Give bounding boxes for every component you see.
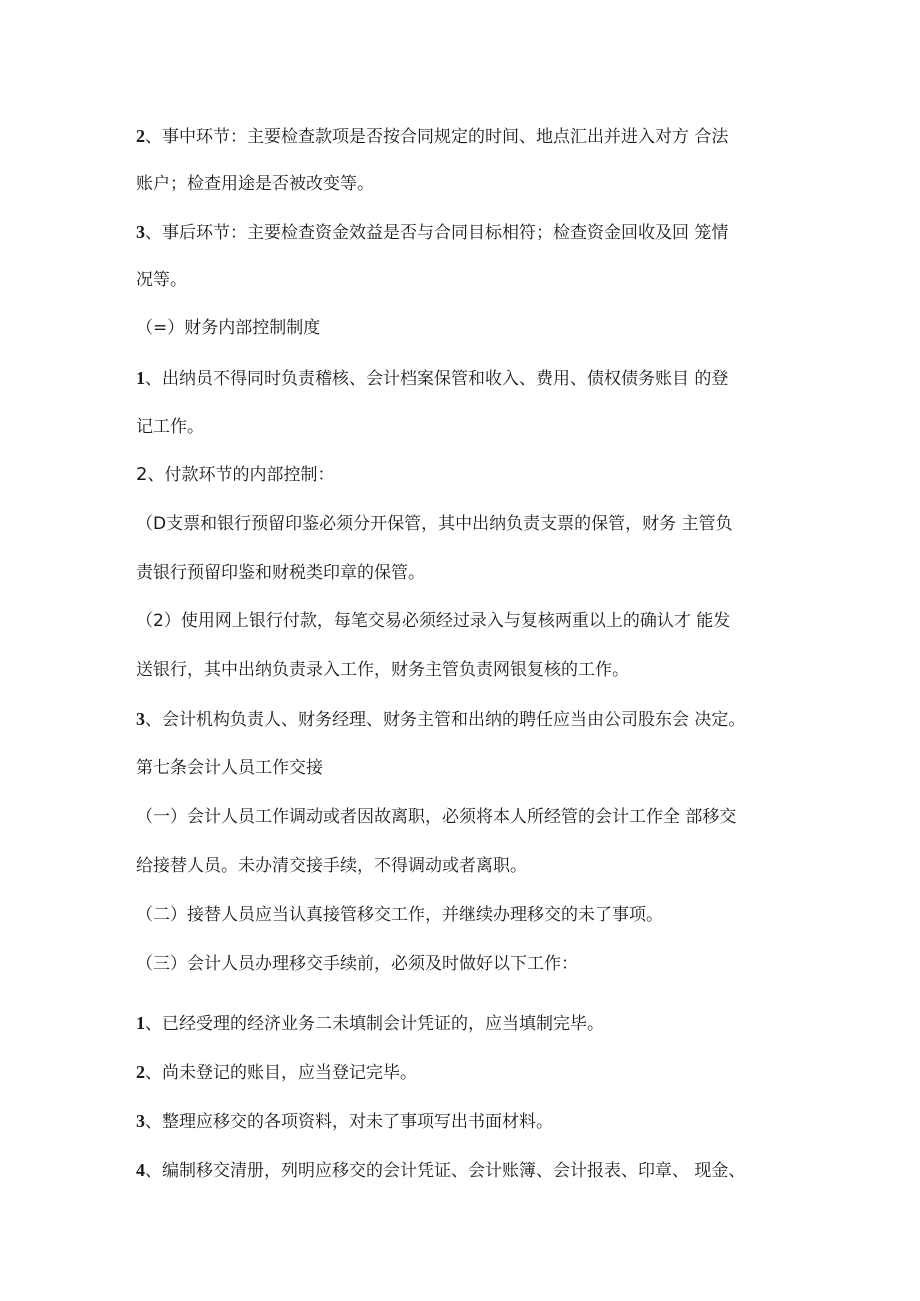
text-line: 1、出纳员不得同时负责稽核、会计档案保管和收入、费用、债权债务账目 的登 (136, 368, 729, 389)
text-line: 记工作。 (136, 417, 204, 437)
text-line: （二）接替人员应当认真接管移交工作，并继续办理移交的未了事项。 (136, 905, 663, 925)
text-line: 给接替人员。未办清交接手续，不得调动或者离职。 (136, 856, 527, 876)
text-line: 1、已经受理的经济业务二未填制会计凭证的，应当填制完毕。 (136, 1013, 604, 1034)
text-line: 账户；检查用途是否被改变等。 (136, 174, 374, 194)
text-line: 2、尚未登记的账目，应当登记完毕。 (136, 1062, 417, 1083)
section-heading: （=）财务内部控制制度 (136, 318, 321, 338)
text-line: （一）会计人员工作调动或者因故离职，必须将本人所经管的会计工作全 部移交 (136, 807, 737, 827)
text-line: 况等。 (136, 270, 187, 290)
text-line: 2、付款环节的内部控制： (136, 464, 335, 485)
text-line: 4、编制移交清册，列明应移交的会计凭证、会计账簿、会计报表、印章、 现金、 (136, 1160, 746, 1181)
text-line: 2、事中环节：主要检查款项是否按合同规定的时间、地点汇出并进入对方 合法 (136, 126, 729, 147)
text-line: （D支票和银行预留印鉴必须分开保管，其中出纳负责支票的保管，财务 主管负 (136, 514, 733, 534)
section-heading: 第七条会计人员工作交接 (136, 758, 323, 778)
text-line: 3、事后环节：主要检查资金效益是否与合同目标相符；检查资金回收及回 笼情 (136, 222, 729, 243)
text-line: 责银行预留印鉴和财税类印章的保管。 (136, 563, 425, 583)
text-line: 3、会计机构负责人、财务经理、财务主管和出纳的聘任应当由公司股东会 决定。 (136, 709, 746, 730)
text-line: 3、整理应移交的各项资料，对未了事项写出书面材料。 (136, 1111, 553, 1132)
text-line: （三）会计人员办理移交手续前，必须及时做好以下工作： (136, 954, 578, 974)
text-line: 送银行，其中出纳负责录入工作，财务主管负责网银复核的工作。 (136, 660, 629, 680)
text-line: （2）使用网上银行付款，每笔交易必须经过录入与复核两重以上的确认才 能发 (136, 611, 731, 631)
